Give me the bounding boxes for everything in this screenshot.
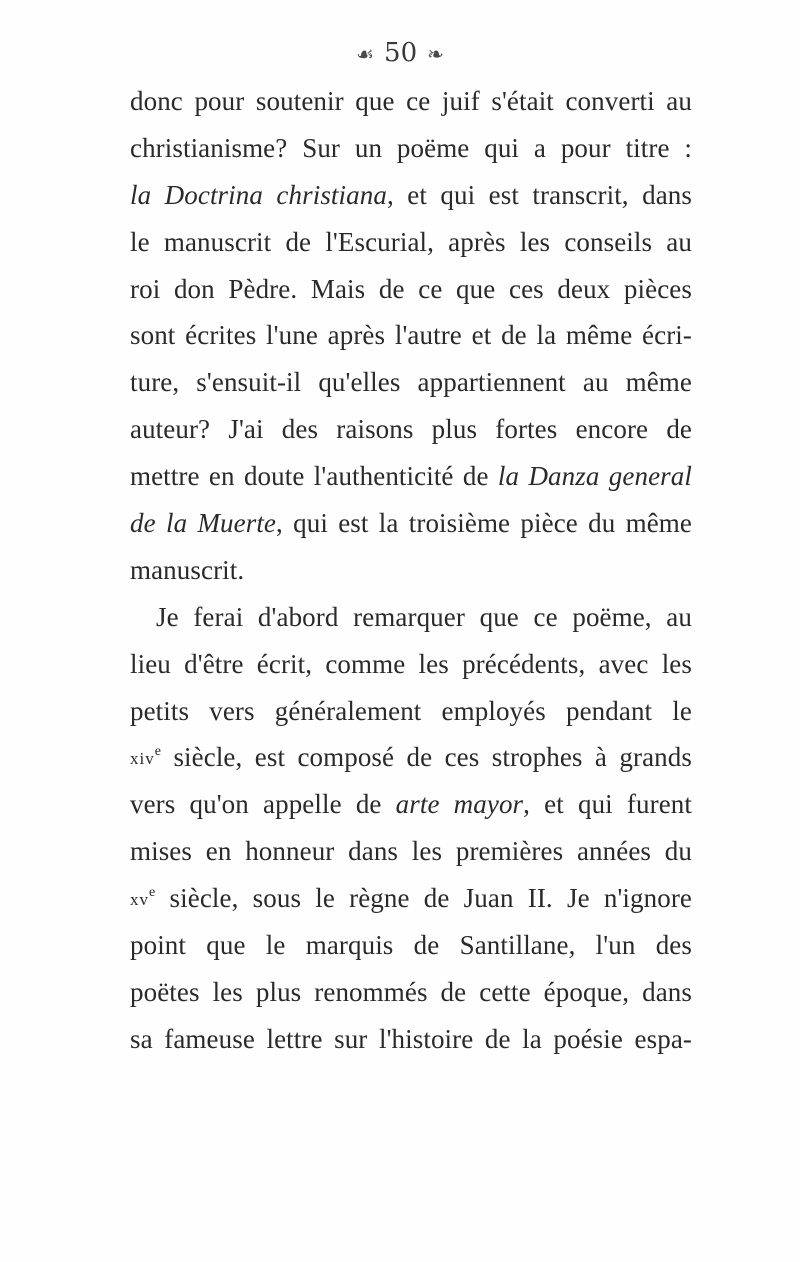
text-segment: le manuscrit de l'Escurial, après les conseils au	[130, 226, 692, 257]
text-segment: ture, s'ensuit-il qu'elles appartiennent au même	[130, 367, 692, 398]
italic-title: de la Muerte	[130, 508, 277, 539]
text-line	[130, 78, 692, 125]
italic-title: la Danza general	[497, 461, 692, 492]
text-line	[130, 547, 692, 594]
text-line	[130, 969, 692, 1016]
century-numeral: xiv	[130, 749, 155, 769]
page-number: 50	[384, 38, 418, 68]
text-segment: Je ferai d'abord remarquer que ce poëme, au	[156, 601, 692, 632]
text-line	[130, 922, 692, 969]
text-line	[130, 688, 692, 735]
text-segment: , et qui furent	[523, 789, 692, 820]
text-segment: siècle, est composé de ces strophes à grands	[161, 742, 692, 773]
text-segment: mettre en doute l'authenticité de	[130, 461, 498, 492]
text-segment: poëtes les plus renommés de cette époque, dans	[130, 976, 692, 1007]
text-segment: donc pour soutenir que ce juif s'était converti au	[130, 86, 692, 116]
right-ornament-icon: ❧	[427, 42, 444, 66]
text-segment: siècle, sous le règne de Juan II. Je n'ignore	[155, 883, 692, 914]
text-segment: roi don Pèdre. Mais de ce que ces deux pièces	[130, 273, 692, 304]
text-segment: christianisme? Sur un poëme qui a pour titre :	[130, 132, 692, 163]
left-ornament-icon: ☙	[356, 42, 375, 66]
text-segment: auteur? J'ai des raisons plus fortes encore de	[130, 414, 692, 445]
page-header	[0, 36, 800, 71]
text-line	[130, 734, 692, 781]
text-line	[130, 359, 692, 406]
text-segment: lieu d'être écrit, comme les précédents, avec les	[130, 648, 692, 679]
text-line	[130, 172, 692, 219]
italic-title: la Doctrina christiana	[130, 179, 387, 210]
paragraph	[130, 78, 692, 594]
text-segment: sont écrites l'une après l'autre et de la même écri-	[130, 320, 692, 351]
text-line	[130, 1016, 692, 1063]
text-line	[130, 453, 692, 500]
ordinal-superscript: e	[154, 744, 162, 760]
text-line	[130, 875, 692, 922]
text-segment: mises en honneur dans les premières années du	[130, 836, 692, 867]
text-segment: petits vers généralement employés pendant le	[130, 695, 692, 726]
century-numeral: xv	[130, 890, 149, 910]
text-line	[130, 594, 692, 641]
text-line	[130, 406, 692, 453]
text-line	[130, 219, 692, 266]
text-line	[130, 781, 692, 828]
text-line	[130, 125, 692, 172]
text-line	[130, 312, 692, 359]
paragraph	[130, 594, 692, 1063]
text-line	[130, 500, 692, 547]
text-line	[130, 266, 692, 313]
text-segment: point que le marquis de Santillane, l'un des	[130, 930, 692, 961]
body-text	[130, 78, 692, 1063]
ordinal-superscript: e	[149, 885, 156, 901]
text-segment: sa fameuse lettre sur l'histoire de la poésie espa-	[130, 1023, 692, 1054]
italic-term: arte mayor	[395, 789, 524, 820]
text-segment: manuscrit.	[130, 554, 245, 585]
text-line	[130, 828, 692, 875]
text-segment: , et qui est transcrit, dans	[386, 179, 693, 210]
text-line	[130, 641, 692, 688]
text-segment: , qui est la troisième pièce du même	[276, 508, 692, 539]
text-segment: vers qu'on appelle de	[130, 789, 396, 820]
